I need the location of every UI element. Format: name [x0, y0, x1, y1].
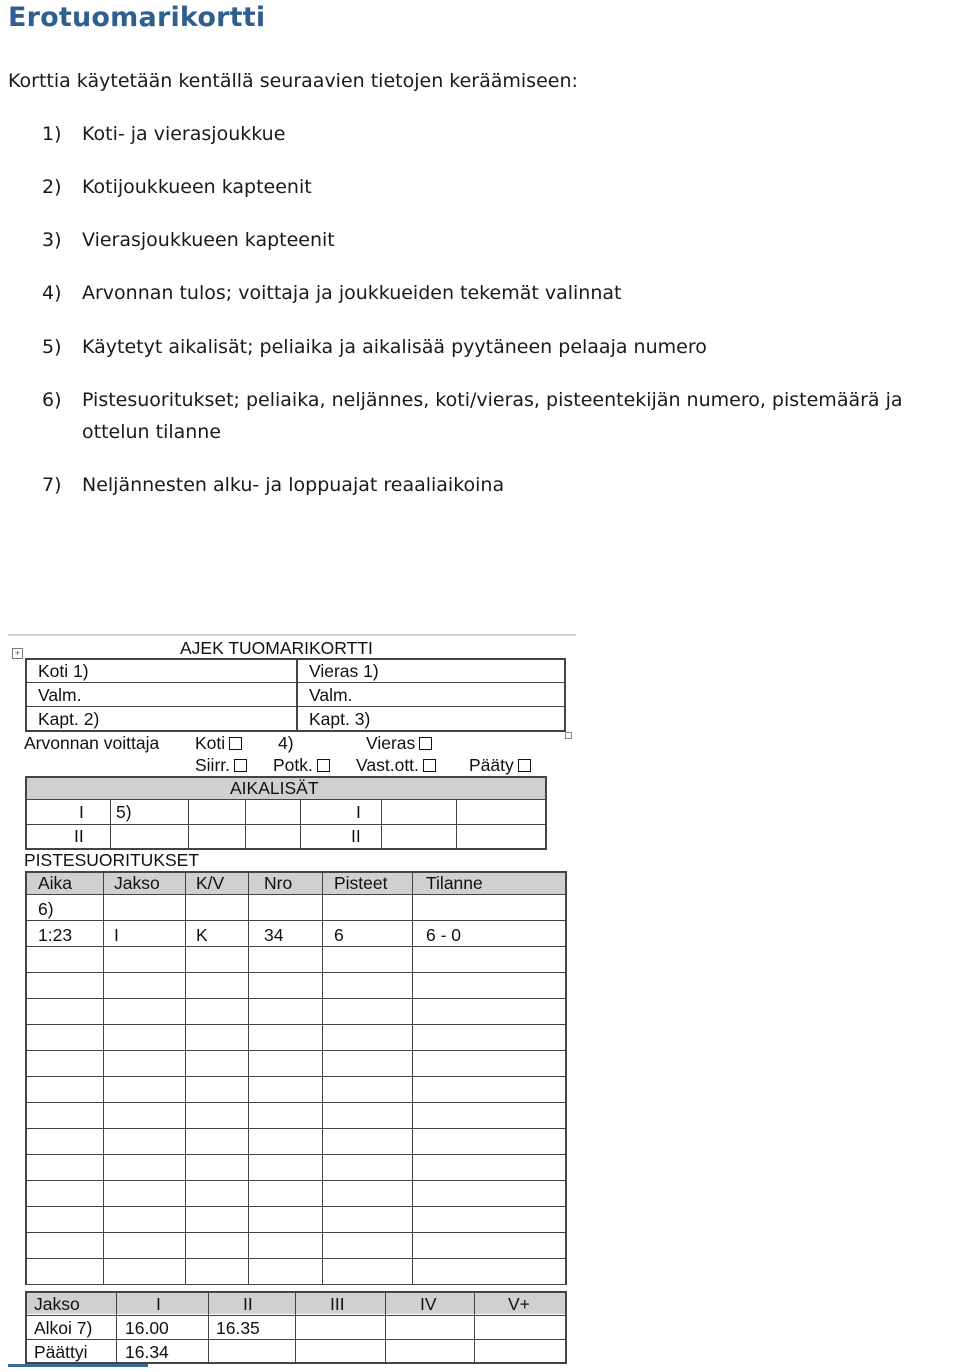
- list-item: [42, 331, 957, 363]
- card-title: AJEK TUOMARIKORTTI: [180, 638, 373, 658]
- scoring-heading: PISTESUORITUKSET: [24, 850, 200, 870]
- list-item-number: 1): [42, 123, 62, 145]
- card-top-edge: [8, 634, 576, 636]
- away-captain-label: Kapt. 3): [309, 709, 371, 729]
- list-item-text: Arvonnan tulos; voittaja ja joukkueiden tekemät valinnat: [82, 282, 622, 304]
- score-header: Nro: [264, 873, 293, 893]
- list-item-number: 4): [42, 282, 62, 304]
- list-item: [42, 469, 957, 501]
- list-item: [42, 277, 957, 309]
- score-header: Tilanne: [426, 873, 483, 893]
- checkbox-icon: [419, 737, 432, 750]
- score-header: Jakso: [114, 873, 160, 893]
- score-cell: 6: [334, 925, 344, 945]
- list-item-text: Käytetyt aikalisät; peliaika ja aikalisää pyytäneen pelaaja numero: [82, 336, 707, 358]
- checkbox-icon: [423, 759, 436, 772]
- list-item-text: Koti- ja vierasjoukkue: [82, 123, 286, 145]
- list-item: [42, 171, 957, 203]
- toss-winner-label: Arvonnan voittaja: [24, 733, 160, 753]
- list-item-text: Vierasjoukkueen kapteenit: [82, 229, 335, 251]
- checkbox-icon: [234, 759, 247, 772]
- list-item-text: Pistesuoritukset; peliaika, neljännes, koti/vieras, pisteentekijän numero, pistemäärä ja ottelun tilanne: [82, 389, 903, 443]
- home-captain-label: Kapt. 2): [38, 709, 100, 729]
- quarter-start-label: Alkoi 7): [34, 1318, 93, 1338]
- quarter-start-time: 16.35: [216, 1318, 260, 1338]
- page-title: Erotuomarikortti: [8, 2, 266, 33]
- score-cell: 6 - 0: [426, 925, 462, 945]
- quarter-end-time: 16.34: [125, 1342, 169, 1362]
- score-cell: K: [196, 925, 208, 945]
- timeout-period: I: [356, 802, 361, 822]
- home-coach-label: Valm.: [38, 685, 82, 705]
- list-item: [42, 118, 957, 150]
- list-item: [42, 224, 957, 256]
- score-header: Aika: [38, 873, 73, 893]
- checkbox-icon: [229, 737, 242, 750]
- choice-kickoff-transfer: Siirr.: [195, 755, 247, 775]
- toss-away-option: Vieras: [366, 733, 432, 753]
- quarter-header: V+: [508, 1294, 530, 1314]
- list-item-number: 6): [42, 389, 62, 411]
- quarter-header: III: [330, 1294, 345, 1314]
- timeout-marker: 5): [116, 802, 132, 822]
- quarter-header: I: [156, 1294, 161, 1314]
- intro-text: Korttia käytetään kentällä seuraavien tietojen keräämiseen:: [8, 70, 578, 92]
- toss-marker: 4): [278, 733, 294, 753]
- checkbox-icon: [317, 759, 330, 772]
- list-item-text: Kotijoukkueen kapteenit: [82, 176, 312, 198]
- choice-kick: Potk.: [273, 755, 330, 775]
- timeout-period: I: [79, 802, 84, 822]
- away-coach-label: Valm.: [309, 685, 353, 705]
- score-header: K/V: [196, 873, 225, 893]
- toss-home-option: Koti: [195, 733, 242, 753]
- quarter-start-time: 16.00: [125, 1318, 169, 1338]
- list-item-text: Neljännesten alku- ja loppuajat reaaliaikoina: [82, 474, 505, 496]
- quarter-header: IV: [420, 1294, 437, 1314]
- choice-end: Pääty: [469, 755, 531, 775]
- timeouts-heading: AIKALISÄT: [230, 778, 319, 798]
- quarter-header: Jakso: [34, 1294, 80, 1314]
- timeout-period: II: [74, 826, 84, 846]
- checkbox-icon: [518, 759, 531, 772]
- table-resize-handle-icon: [565, 732, 572, 739]
- card-bottom-edge: [8, 1364, 148, 1367]
- list-item-number: 7): [42, 474, 62, 496]
- score-cell: 34: [264, 925, 284, 945]
- home-team-label: Koti 1): [38, 661, 89, 681]
- list-item-number: 2): [42, 176, 62, 198]
- score-cell: 1:23: [38, 925, 73, 945]
- timeout-period: II: [351, 826, 361, 846]
- score-marker: 6): [38, 899, 54, 919]
- quarter-header: II: [243, 1294, 253, 1314]
- score-cell: I: [114, 925, 119, 945]
- list-item-number: 3): [42, 229, 62, 251]
- list-item: [42, 384, 957, 448]
- table-move-icon: +: [12, 648, 23, 659]
- away-team-label: Vieras 1): [309, 661, 379, 681]
- referee-card-image: [8, 634, 576, 1367]
- choice-receive: Vast.ott.: [356, 755, 436, 775]
- list-item-number: 5): [42, 336, 62, 358]
- quarter-end-label: Päättyi: [34, 1342, 88, 1362]
- score-header: Pisteet: [334, 873, 388, 893]
